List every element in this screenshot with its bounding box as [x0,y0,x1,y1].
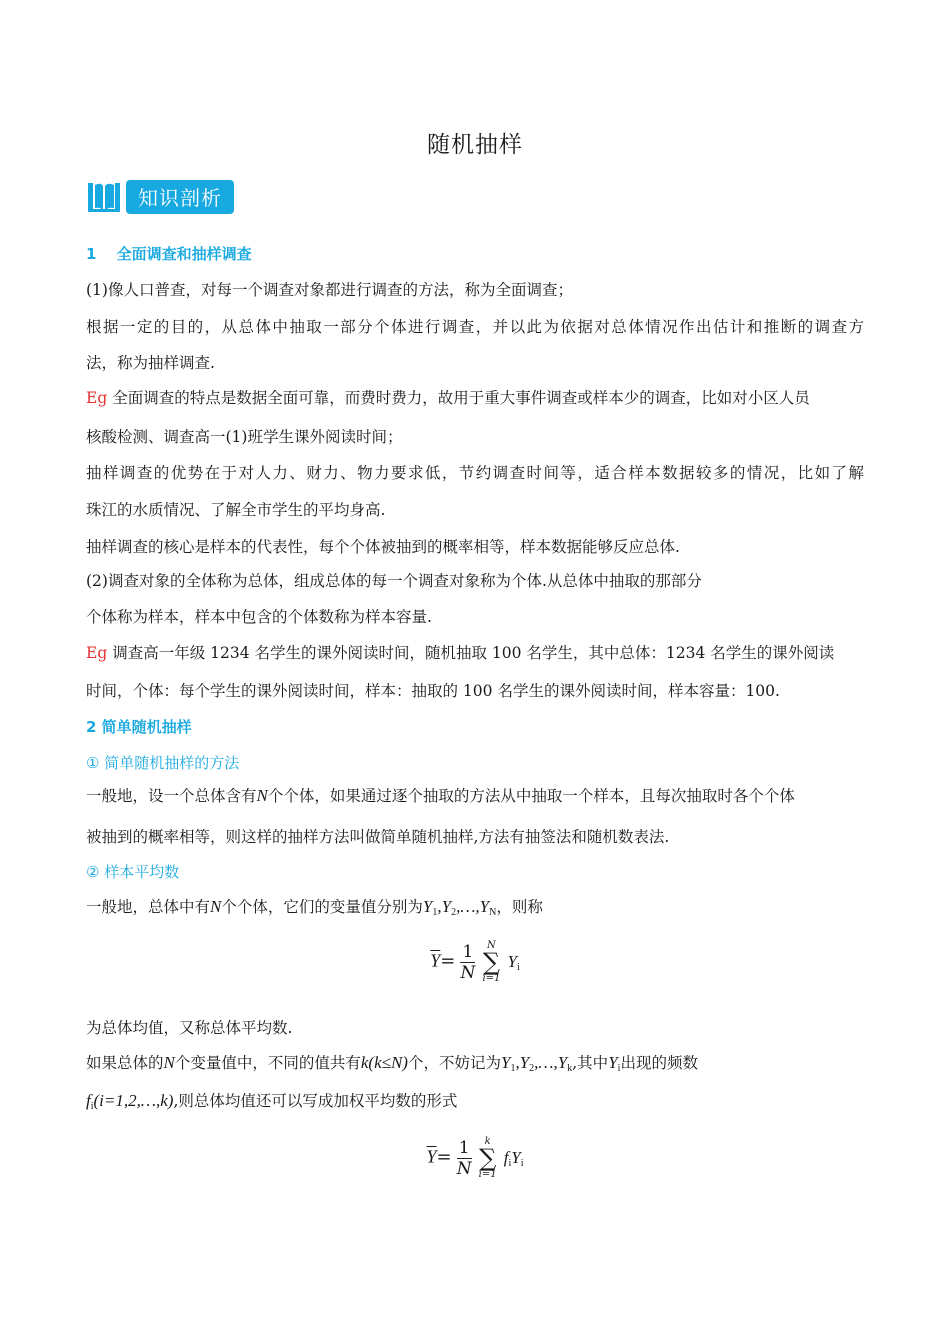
paragraph-line: 法，称为抽样调查. [86,354,215,372]
paragraph-line: 抽样调查的核心是样本的代表性，每个个体被抽到的概率相等，样本数据能够反应总体. [86,538,680,556]
math-Y-list: $Y_1,Y_2,\dots,Y_k$ [500,1053,573,1074]
text-run: ,则总体均值还可以写成加权平均数的形式 [173,1092,458,1110]
sigma-icon: ∑ [479,1144,497,1172]
formula-equals: = [436,1146,452,1168]
paragraph-line: 个体称为样本，样本中包含的个体数称为样本容量. [86,608,432,626]
paragraph-line [86,896,864,924]
example-text: 全面调查的特点是数据全面可靠，而费时费力，故用于重大事件调查或样本少的调查，比如对小区人员 [112,389,810,407]
math-Y-list: $Y_1,Y_2,\dots,Y_N$ [422,897,497,918]
text-run: ,其中 [572,1054,609,1072]
formula-fraction [460,942,475,983]
summation [479,1136,497,1180]
fraction-denominator: N [456,1158,472,1179]
paragraph-line [86,1052,864,1080]
text-run: 如果总体的 [86,1054,164,1072]
formula-weighted-mean [0,1136,950,1180]
example-label: Eg [86,644,108,662]
formula-equals: = [440,950,456,972]
example-label: Eg [86,389,108,407]
text-run: 个变量值中，不同的值共有 [174,1054,361,1072]
paragraph-line: (2)调查对象的全体称为总体，组成总体的每一个调查对象称为个体.从总体中抽取的那部分 [86,572,702,590]
section-1-heading: 1 全面调查和抽样调查 [86,245,252,263]
page-title: 随机抽样 [427,132,523,158]
sigma-icon: ∑ [482,948,500,976]
math-k-cond: k(k≤N) [360,1053,408,1072]
paragraph-line: 抽样调查的优势在于对人力、财力、物力要求低，节约调查时间等，适合样本数据较多的情况，比如了解 [86,464,864,482]
sum-lower-limit: i=1 [482,973,501,984]
paragraph-line: 为总体均值，又称总体平均数. [86,1019,293,1037]
paragraph-line: (1)像人口普查，对每一个调查对象都进行调查的方法，称为全面调查； [86,281,573,299]
subsection-heading: ② 样本平均数 [86,863,180,881]
example-line [86,387,864,409]
sum-term: $f_iY_i$ [503,1147,524,1169]
example-line [86,642,864,664]
text-run: 个个体，如果通过逐个抽取的方法从中抽取一个样本，且每次抽取时各个个体 [267,787,795,805]
fraction-numerator: 1 [457,1138,472,1159]
math-N: N [210,897,222,916]
text-run: 一般地，设一个总体含有 [86,787,257,805]
example-text: 调查高一年级 1234 名学生的课外阅读时间，随机抽取 100 名学生，其中总体：1234 名学生的课外阅读 [112,644,835,662]
section-badge-label: 知识剖析 [126,180,234,214]
book-icon [86,179,122,215]
sum-lower-limit: i=1 [478,1169,497,1180]
paragraph-line [86,1090,864,1118]
formula-lhs: $\overline{Y}$ [426,1146,437,1167]
formula-population-mean [0,940,950,984]
text-run: 出现的频数 [620,1054,698,1072]
math-fi-range: $f_i(i=1,2,\dots,k)$ [86,1091,174,1112]
text-run: 个个体，它们的变量值分别为 [221,898,423,916]
paragraph-line: 根据一定的目的，从总体中抽取一部分个体进行调查，并以此为依据对总体情况作出估计和推断的调查方 [86,318,864,336]
subsection-heading: ① 简单随机抽样的方法 [86,754,240,772]
paragraph-line [86,785,864,807]
sum-upper-limit: k [484,1136,491,1147]
math-N: N [163,1053,175,1072]
paragraph-line: 被抽到的概率相等，则这样的抽样方法叫做简单随机抽样,方法有抽签法和随机数表法. [86,828,670,846]
formula-lhs: $\overline{Y}$ [430,950,441,971]
paragraph-line: 珠江的水质情况、了解全市学生的平均身高. [86,501,386,519]
paragraph-line: 时间，个体：每个学生的课外阅读时间，样本：抽取的 100 名学生的课外阅读时间，样本容量：100. [86,682,780,700]
text-run: 个，不妨记为 [407,1054,501,1072]
paragraph-line: 核酸检测、调查高一(1)班学生课外阅读时间； [86,428,403,446]
formula-fraction [457,1138,472,1179]
text-run: 一般地，总体中有 [86,898,211,916]
fraction-numerator: 1 [460,942,475,963]
text-run: ，则称 [496,898,543,916]
summation [482,940,500,984]
fraction-denominator: N [460,962,476,983]
section-2-heading: 2 简单随机抽样 [86,718,192,736]
section-badge [86,178,234,215]
math-N: N [256,786,268,805]
sum-upper-limit: N [487,940,496,951]
sum-term: $Y_i$ [507,951,520,973]
math-Yi: $Y_i$ [608,1053,621,1074]
